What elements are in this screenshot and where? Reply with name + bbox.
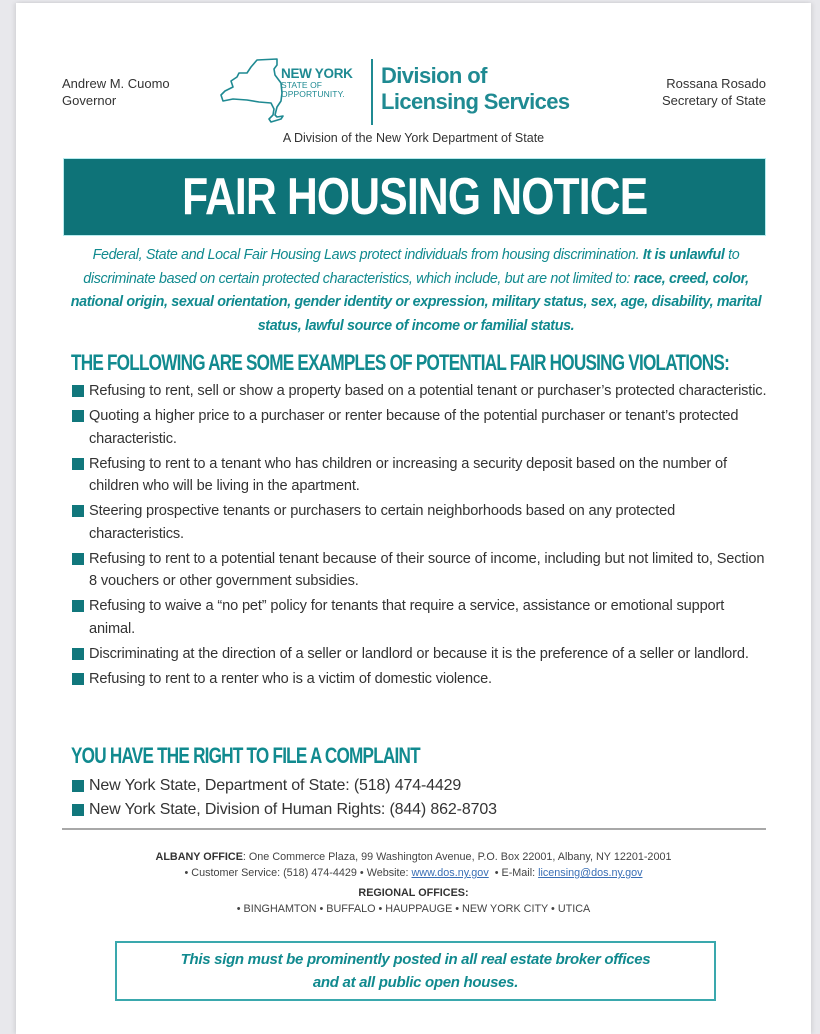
square-bullet-icon (72, 673, 84, 685)
list-item: Refusing to rent to a potential tenant because of their source of income, including but not limited to, Section 8 vouchers or other government subsidies. (72, 548, 772, 593)
list-item: Quoting a higher price to a purchaser or renter because of the potential purchaser or tenant’s protected characteristic. (72, 405, 772, 450)
list-item: Steering prospective tenants or purchasers to certain neighborhoods based on any protected characteristics. (72, 500, 772, 545)
division-name: Division of Licensing Services (381, 63, 570, 114)
department-subtitle: A Division of the New York Department of State (282, 131, 545, 145)
list-item: Refusing to rent to a renter who is a victim of domestic violence. (72, 668, 772, 691)
square-bullet-icon (72, 780, 84, 792)
square-bullet-icon (72, 505, 84, 517)
list-item: Refusing to waive a “no pet” policy for tenants that require a service, assistance or emotional support animal. (72, 595, 772, 640)
dls-logo (219, 57, 589, 125)
page-title: FAIR HOUSING NOTICE (181, 168, 648, 226)
square-bullet-icon (72, 804, 84, 816)
logo-divider (371, 59, 373, 125)
square-bullet-icon (72, 410, 84, 422)
website-link[interactable]: www.dos.ny.gov (411, 867, 489, 879)
email-link[interactable]: licensing@dos.ny.gov (538, 867, 643, 879)
square-bullet-icon (72, 458, 84, 470)
intro-paragraph: Federal, State and Local Fair Housing Laws protect individuals from housing discrimination. It is unlawful to discriminate based on certain protected characteristics, which include, but are not limited to: race, creed, color, national origin, sexual orientation, gender identity or expression, military status, sex, age, disability, marital status, lawful source of income or familial status. (70, 247, 762, 334)
square-bullet-icon (72, 648, 84, 660)
secretary-title: Secretary of State (661, 93, 766, 108)
secretary-name: Rossana Rosado (666, 76, 766, 91)
divider (62, 828, 766, 830)
complaint-heading: YOU HAVE THE RIGHT TO FILE A COMPLAINT (71, 743, 420, 768)
list-item: New York State, Department of State: (518) 474-4429 (72, 774, 772, 798)
square-bullet-icon (72, 553, 84, 565)
governor-block (62, 75, 170, 109)
list-item: Refusing to rent, sell or show a property based on a potential tenant or purchaser’s protected characteristic. (72, 380, 772, 403)
square-bullet-icon (72, 600, 84, 612)
list-item: Discriminating at the direction of a seller or landlord or because it is the preference of a seller or landlord. (72, 643, 772, 666)
violations-list (72, 380, 772, 693)
complaint-contacts-list (72, 774, 772, 822)
list-item: Refusing to rent to a tenant who has children or increasing a security deposit based on the number of children who will be living in the apartment. (72, 453, 772, 498)
new-york-state-outline-icon (219, 57, 285, 125)
secretary-block (662, 75, 766, 109)
albany-office-info: ALBANY OFFICE: One Commerce Plaza, 99 Washington Avenue, P.O. Box 22001, Albany, NY 12201-2001 • Customer Service: (518) 474-4429 • Website: www.dos.ny.gov • E-Mail: licensing@dos.ny.gov (155, 851, 672, 879)
document-page (16, 3, 811, 1034)
governor-name: Andrew M. Cuomo (62, 76, 170, 91)
ny-wordmark: NEW YORK STATE OF OPPORTUNITY. (281, 66, 353, 99)
list-item: New York State, Division of Human Rights: (844) 862-8703 (72, 798, 772, 822)
violations-heading: THE FOLLOWING ARE SOME EXAMPLES OF POTENTIAL FAIR HOUSING VIOLATIONS: (71, 350, 730, 375)
title-banner (63, 158, 766, 236)
governor-title: Governor (62, 93, 117, 108)
regional-offices: REGIONAL OFFICES: • BINGHAMTON • BUFFALO • HAUPPAUGE • NEW YORK CITY • UTICA (236, 887, 591, 915)
posting-requirement-box: This sign must be prominently posted in all real estate broker offices and at all public open houses. (115, 941, 716, 1001)
square-bullet-icon (72, 385, 84, 397)
